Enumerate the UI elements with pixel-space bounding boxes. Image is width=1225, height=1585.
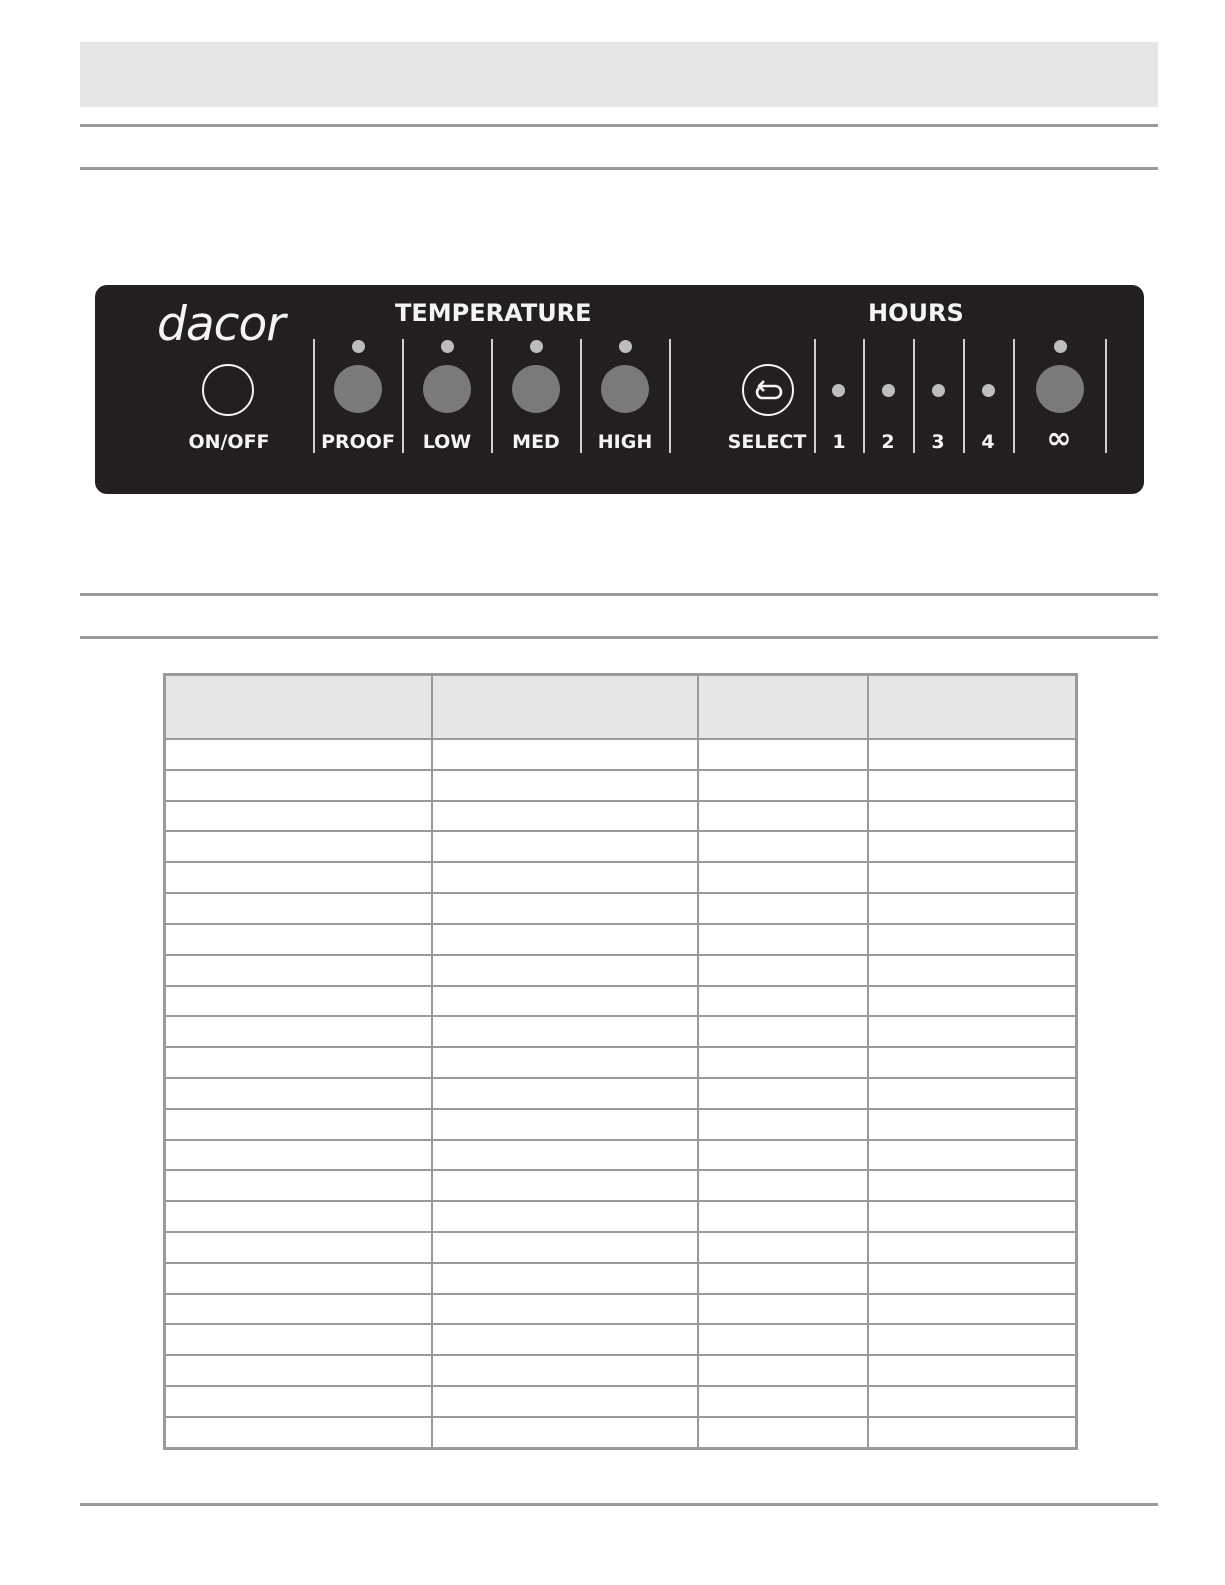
temperature-title: TEMPERATURE <box>395 299 592 327</box>
table-cell <box>165 1201 432 1232</box>
table-cell <box>165 1417 432 1449</box>
footer-rule <box>80 1503 1158 1506</box>
table-cell <box>432 770 698 801</box>
table-cell <box>868 739 1077 770</box>
table-cell <box>698 1047 868 1078</box>
table-cell <box>698 801 868 832</box>
table-cell <box>698 1263 868 1294</box>
table-cell <box>868 1016 1077 1047</box>
table-row <box>165 1016 1077 1047</box>
table-cell <box>165 986 432 1017</box>
table-cell <box>868 1109 1077 1140</box>
low-label: LOW <box>422 431 472 453</box>
table-cell <box>165 1016 432 1047</box>
dacor-logo: dacor <box>157 297 285 352</box>
table-cell <box>698 770 868 801</box>
table-row <box>165 1232 1077 1263</box>
table-row <box>165 1417 1077 1449</box>
table-cell <box>698 1109 868 1140</box>
divider <box>669 339 671 453</box>
table-cell <box>165 1078 432 1109</box>
table-cell <box>868 1140 1077 1171</box>
hour-2-label: 2 <box>881 431 895 453</box>
table-cell <box>432 831 698 862</box>
table-cell <box>165 1263 432 1294</box>
control-panel <box>95 285 1144 494</box>
proof-button[interactable] <box>334 365 382 413</box>
hour-4-label: 4 <box>981 431 995 453</box>
proof-indicator-led <box>352 340 365 353</box>
table-cell <box>165 1324 432 1355</box>
table-cell <box>698 1417 868 1449</box>
table-cell <box>698 831 868 862</box>
table-header-cell <box>698 675 868 740</box>
section-rule-bottom <box>80 167 1158 170</box>
table-row <box>165 739 1077 770</box>
table-cell <box>165 1232 432 1263</box>
hour-2-indicator-led[interactable] <box>882 384 895 397</box>
high-indicator-led <box>619 340 632 353</box>
infinity-label: ∞ <box>1046 421 1072 456</box>
table-cell <box>868 986 1077 1017</box>
table-row <box>165 1109 1077 1140</box>
table-cell <box>698 1386 868 1417</box>
table-header-cell <box>432 675 698 740</box>
table-cell <box>868 1078 1077 1109</box>
table-cell <box>698 1016 868 1047</box>
table-cell <box>698 862 868 893</box>
table-row <box>165 893 1077 924</box>
table-cell <box>698 924 868 955</box>
table-cell <box>165 770 432 801</box>
table-cell <box>698 986 868 1017</box>
table-cell <box>165 1355 432 1386</box>
table-cell <box>432 1386 698 1417</box>
table-cell <box>432 1016 698 1047</box>
table-cell <box>698 893 868 924</box>
table-cell <box>432 1294 698 1325</box>
table-cell <box>868 1201 1077 1232</box>
table-cell <box>868 801 1077 832</box>
table-cell <box>165 1140 432 1171</box>
table-cell <box>165 1109 432 1140</box>
table-cell <box>432 893 698 924</box>
proof-label: PROOF <box>321 431 395 453</box>
high-button[interactable] <box>601 365 649 413</box>
table-row <box>165 1047 1077 1078</box>
table-cell <box>165 1170 432 1201</box>
table-cell <box>432 1417 698 1449</box>
table-cell <box>698 739 868 770</box>
spec-table <box>163 673 1078 1450</box>
high-label: HIGH <box>597 431 653 453</box>
table-cell <box>868 770 1077 801</box>
table-cell <box>868 1047 1077 1078</box>
table-row <box>165 1386 1077 1417</box>
table-cell <box>868 1294 1077 1325</box>
table-cell <box>868 1417 1077 1449</box>
table-cell <box>165 1047 432 1078</box>
table-row <box>165 831 1077 862</box>
hour-3-label: 3 <box>931 431 945 453</box>
table-cell <box>165 924 432 955</box>
header-band <box>80 42 1158 107</box>
table-body <box>165 739 1077 1449</box>
table-header-cell <box>868 675 1077 740</box>
table-row <box>165 1170 1077 1201</box>
table-cell <box>432 1140 698 1171</box>
table-cell <box>165 739 432 770</box>
power-button[interactable] <box>202 364 254 416</box>
table-cell <box>432 1170 698 1201</box>
section-rule-top <box>80 593 1158 596</box>
table-cell <box>868 1386 1077 1417</box>
table-row <box>165 1324 1077 1355</box>
table-cell <box>432 1263 698 1294</box>
hour-1-indicator-led[interactable] <box>832 384 845 397</box>
table-cell <box>698 1294 868 1325</box>
select-button[interactable] <box>742 364 794 416</box>
table-row <box>165 1078 1077 1109</box>
table-row <box>165 801 1077 832</box>
table-cell <box>868 862 1077 893</box>
table-row <box>165 1140 1077 1171</box>
table-cell <box>868 924 1077 955</box>
table-cell <box>698 1078 868 1109</box>
on-off-label: ON/OFF <box>188 431 270 453</box>
table-cell <box>868 955 1077 986</box>
table-row <box>165 1201 1077 1232</box>
section-rule-bottom <box>80 636 1158 639</box>
table-header-cell <box>165 675 432 740</box>
table-cell <box>165 893 432 924</box>
table-cell <box>165 862 432 893</box>
table-row <box>165 862 1077 893</box>
table-cell <box>868 1324 1077 1355</box>
table-row <box>165 986 1077 1017</box>
table-cell <box>698 1201 868 1232</box>
hour-3-indicator-led[interactable] <box>932 384 945 397</box>
table-header-row <box>165 675 1077 740</box>
table-row <box>165 1263 1077 1294</box>
continuous-indicator-led <box>1054 340 1067 353</box>
table-cell <box>868 1232 1077 1263</box>
table-cell <box>698 1140 868 1171</box>
hour-1-label: 1 <box>832 431 846 453</box>
table-cell <box>868 893 1077 924</box>
divider <box>1105 339 1107 453</box>
table-cell <box>165 831 432 862</box>
med-label: MED <box>512 431 560 453</box>
table-cell <box>432 1078 698 1109</box>
table-cell <box>432 739 698 770</box>
table-cell <box>432 986 698 1017</box>
table-cell <box>698 1324 868 1355</box>
table-cell <box>432 1355 698 1386</box>
table-row <box>165 770 1077 801</box>
table-cell <box>698 1232 868 1263</box>
cycle-arrow-icon <box>744 366 792 414</box>
table-cell <box>432 862 698 893</box>
hours-title: HOURS <box>868 299 964 327</box>
table-cell <box>868 1170 1077 1201</box>
table-row <box>165 955 1077 986</box>
med-indicator-led <box>530 340 543 353</box>
table-cell <box>868 1263 1077 1294</box>
hour-4-indicator-led[interactable] <box>982 384 995 397</box>
table-cell <box>165 955 432 986</box>
table-row <box>165 1355 1077 1386</box>
table-cell <box>432 1201 698 1232</box>
table-row <box>165 1294 1077 1325</box>
table-cell <box>868 1355 1077 1386</box>
table-cell <box>432 1109 698 1140</box>
section-rule-top <box>80 124 1158 127</box>
low-button[interactable] <box>423 365 471 413</box>
med-button[interactable] <box>512 365 560 413</box>
table-cell <box>165 801 432 832</box>
table-row <box>165 924 1077 955</box>
table-cell <box>165 1386 432 1417</box>
table-cell <box>432 924 698 955</box>
table-cell <box>698 1355 868 1386</box>
continuous-button[interactable] <box>1036 365 1084 413</box>
low-indicator-led <box>441 340 454 353</box>
table-cell <box>432 1232 698 1263</box>
table-cell <box>432 955 698 986</box>
select-label: SELECT <box>727 431 807 453</box>
table-cell <box>432 1047 698 1078</box>
table-cell <box>698 955 868 986</box>
table-cell <box>432 1324 698 1355</box>
table-cell <box>698 1170 868 1201</box>
table-cell <box>165 1294 432 1325</box>
table-cell <box>432 801 698 832</box>
table-cell <box>868 831 1077 862</box>
